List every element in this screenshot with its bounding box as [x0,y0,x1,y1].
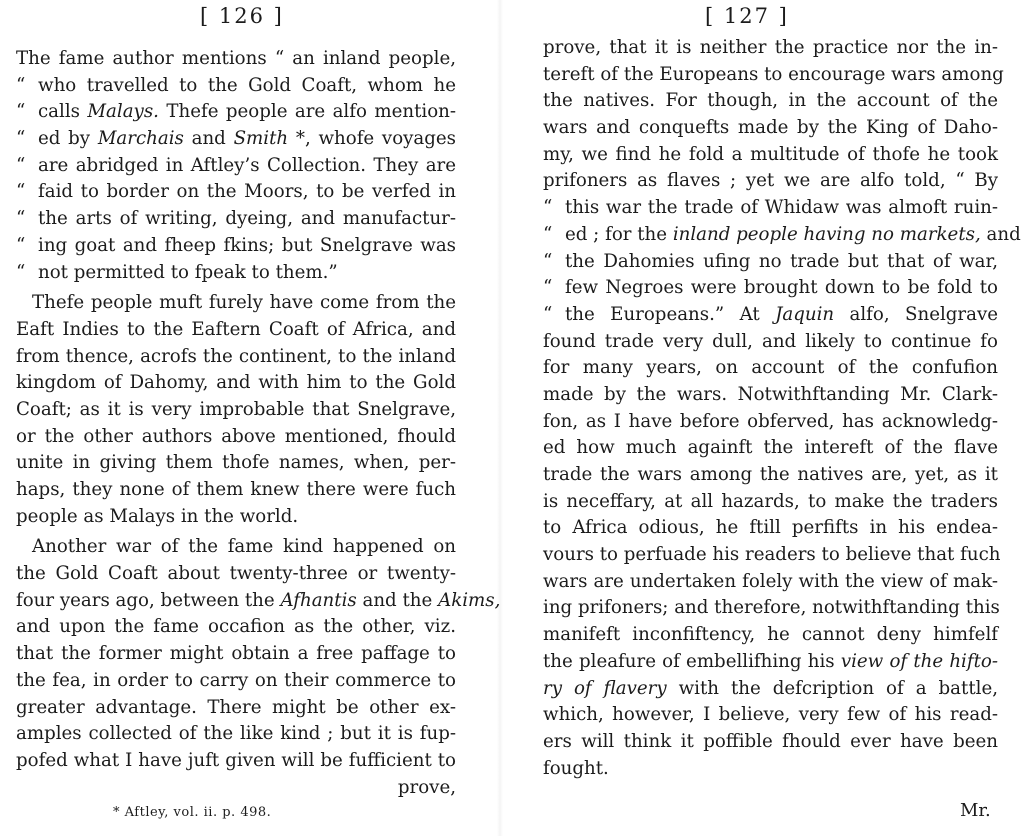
text-line [16,775,456,802]
text-line [16,721,456,748]
text-segment: prove, that it is neither the practice nor the in- [543,37,998,58]
text-line [16,641,456,668]
text-segment: found trade very dull, and likely to continue fo [543,330,998,352]
text-line [543,462,998,489]
text-line [543,595,998,622]
text-line [543,676,998,703]
text-line [543,622,998,649]
text-segment: *, whofe voyages [288,128,457,150]
text-segment: this war the trade of Whidaw was almoft ruin- [565,197,998,219]
quote-mark: “ [543,197,553,219]
text-segment: who travelled to the Gold Coaft, whom he [38,74,456,96]
text-segment: are abridged in Aftley’s Collection. They are [38,154,456,176]
text-line [543,88,998,115]
text-line [16,504,456,531]
text-segment: my, we find he fold a multitude of thofe he took [543,143,998,165]
text-line [16,748,456,775]
text-segment: greater advantage. There might be other ex- [16,696,456,718]
text-segment: trade the wars among the natives are, yet, as it [543,464,998,485]
text-segment: Thefe people are alfo mention- [158,101,457,123]
text-line [16,73,456,100]
text-line [543,329,998,356]
italic-text: view of the hifto- [840,650,998,672]
text-line [543,62,1004,89]
text-line [543,168,998,195]
text-segment: the Gold Coaft about twenty-three or twenty- [16,563,456,585]
text-line [543,542,1001,569]
text-line [543,649,998,676]
text-segment: is neceffary, at all hazards, to make the traders [543,490,998,512]
text-segment: and [183,128,234,150]
page-body-text [16,46,501,801]
text-segment: wars are undertaken folely with the view of mak- [543,570,998,592]
text-segment: Thefe people muft furely have come from the [32,292,456,314]
text-line [16,477,456,504]
quote-mark: “ [543,250,553,272]
italic-text: ry of flavery [543,677,667,699]
text-segment: which, however, I believe, very few of his read- [543,704,998,726]
footnote: * Aftley, vol. ii. p. 498. [113,805,272,820]
text-segment: to Africa odious, he ftill perfifts in his endea- [543,517,998,539]
text-line [16,695,456,722]
text-line [16,290,456,317]
text-segment: ing goat and fheep fkins; but Snelgrave was [38,234,456,256]
text-line [16,397,456,424]
text-segment: wars and conquefts made by the King of Daho- [543,117,998,139]
text-segment: tereft of the Europeans to encourage wars among [543,63,1004,85]
text-segment: from thence, acrofs the continent, to the inland [16,345,456,367]
text-line [16,260,456,287]
text-line [543,302,998,329]
text-line [16,534,456,561]
text-line [16,317,456,344]
quote-mark: “ [16,208,26,230]
text-segment: Coaft; as it is very improbable that Snelgrave, [16,398,456,420]
text-segment: alfo, Snelgrave [834,303,998,325]
page-body-text [543,35,1021,782]
text-segment: made by the wars. Notwithftanding Mr. Clark- [543,383,998,405]
italic-text: Malays. [87,101,159,123]
text-line [543,382,998,409]
text-line [543,355,998,382]
text-segment: not permitted to fpeak to them.” [38,261,338,283]
text-segment: people as Malays in the world. [16,505,299,527]
page-number: [ 127 ] [705,4,789,28]
catchword: Mr. [960,800,991,821]
text-segment: the Europeans.” At [565,303,776,325]
quote-mark: “ [543,303,553,325]
italic-text: Marchais [97,128,184,150]
right-page [500,0,1021,836]
text-line [543,142,998,169]
text-segment: and [980,223,1021,245]
quote-mark: “ [16,234,26,256]
text-line [543,729,998,756]
text-segment: The fame author mentions “ an inland people, [16,48,456,69]
text-line [16,344,456,371]
text-line [543,195,998,222]
text-segment: and the [356,589,439,611]
text-line [543,515,998,542]
text-segment: the natives. For though, in the account of the [543,90,998,112]
text-segment: faid to border on the Moors, to be verfed in [38,181,456,203]
text-line [16,450,456,477]
text-line [16,424,456,451]
text-segment: that the former might obtain a free paffage to [16,643,456,665]
text-segment: prifoners as flaves ; yet we are alfo told, “ By [543,170,998,192]
text-segment: Eaft Indies to the Eaftern Coaft of Africa, and [16,318,456,340]
page-number: [ 126 ] [200,4,284,28]
text-segment: ed how much againft the intereft of the flave [543,437,998,459]
text-segment: prove, [397,776,456,798]
italic-text: Smith [233,128,289,150]
text-segment: unite in giving them thofe names, when, per- [16,452,456,474]
text-line [543,756,998,783]
text-line [16,370,456,397]
text-segment: kingdom of Dahomy, and with him to the Gold [16,372,456,394]
text-line [543,569,998,596]
text-segment: the arts of writing, dyeing, and manufactur- [38,208,456,230]
text-segment: pofed what I have juft given will be fufficient to [16,749,456,771]
quote-mark: “ [16,261,26,283]
text-segment: haps, they none of them knew there were fuch [16,479,456,500]
quote-mark: “ [16,101,26,123]
text-line [543,115,998,142]
text-line [16,126,456,153]
text-segment: ed ; for the [565,223,673,245]
text-line [16,668,456,695]
text-line [543,489,998,516]
text-segment: the pleafure of embellifhing his [543,650,841,672]
text-line [16,206,456,233]
text-segment: ed by [38,128,98,150]
italic-text: Afhantis [280,589,357,611]
quote-mark: “ [16,74,26,96]
italic-text: Jaquin [775,303,835,325]
text-segment: with the defcription of a battle, [666,677,998,699]
text-segment: ing prifoners; and therefore, notwithftanding this [543,597,1000,619]
text-segment: few Negroes were brought down to be fold to [565,277,998,299]
text-line [543,435,998,462]
text-line [16,179,456,206]
text-line [16,614,456,641]
text-line [543,275,998,302]
text-line [16,233,456,260]
text-segment: for many years, on account of the confufion [543,357,998,379]
italic-text: inland people having no markets, [672,223,981,245]
text-line [16,153,456,180]
quote-mark: “ [543,277,553,299]
text-segment: the fea, in order to carry on their commerce to [16,669,456,691]
text-segment: four years ago, between the [16,589,281,611]
text-line [16,561,456,588]
text-line [16,46,456,73]
text-line [543,702,998,729]
text-line [543,409,998,436]
quote-mark: “ [16,154,26,176]
text-segment: Another war of the fame kind happened on [32,536,456,558]
text-segment: or the other authors above mentioned, fhould [16,425,456,447]
text-segment: fon, as I have before obferved, has acknowledg- [543,410,998,432]
text-segment: and upon the fame occafion as the other, viz. [16,616,456,638]
text-segment: vours to perfuade his readers to believe that fuch [543,544,1001,566]
text-segment: fought. [543,757,609,779]
text-segment: calls [38,101,88,123]
text-segment: manifeft inconfiftency, he cannot deny himfelf [543,624,998,646]
text-line [543,222,1021,249]
quote-mark: “ [16,181,26,203]
quote-mark: “ [16,128,26,150]
text-segment: the Dahomies ufing no trade but that of war, [565,250,998,272]
text-line [543,249,998,276]
italic-text: Akims, [438,589,501,611]
text-line [16,588,501,615]
text-line [543,35,998,62]
text-line [16,99,456,126]
quote-mark: “ [543,223,553,245]
text-segment: amples collected of the like kind ; but it is fup- [16,723,456,745]
text-segment: ers will think it poffible fhould ever have been [543,730,998,752]
left-page [0,0,500,836]
